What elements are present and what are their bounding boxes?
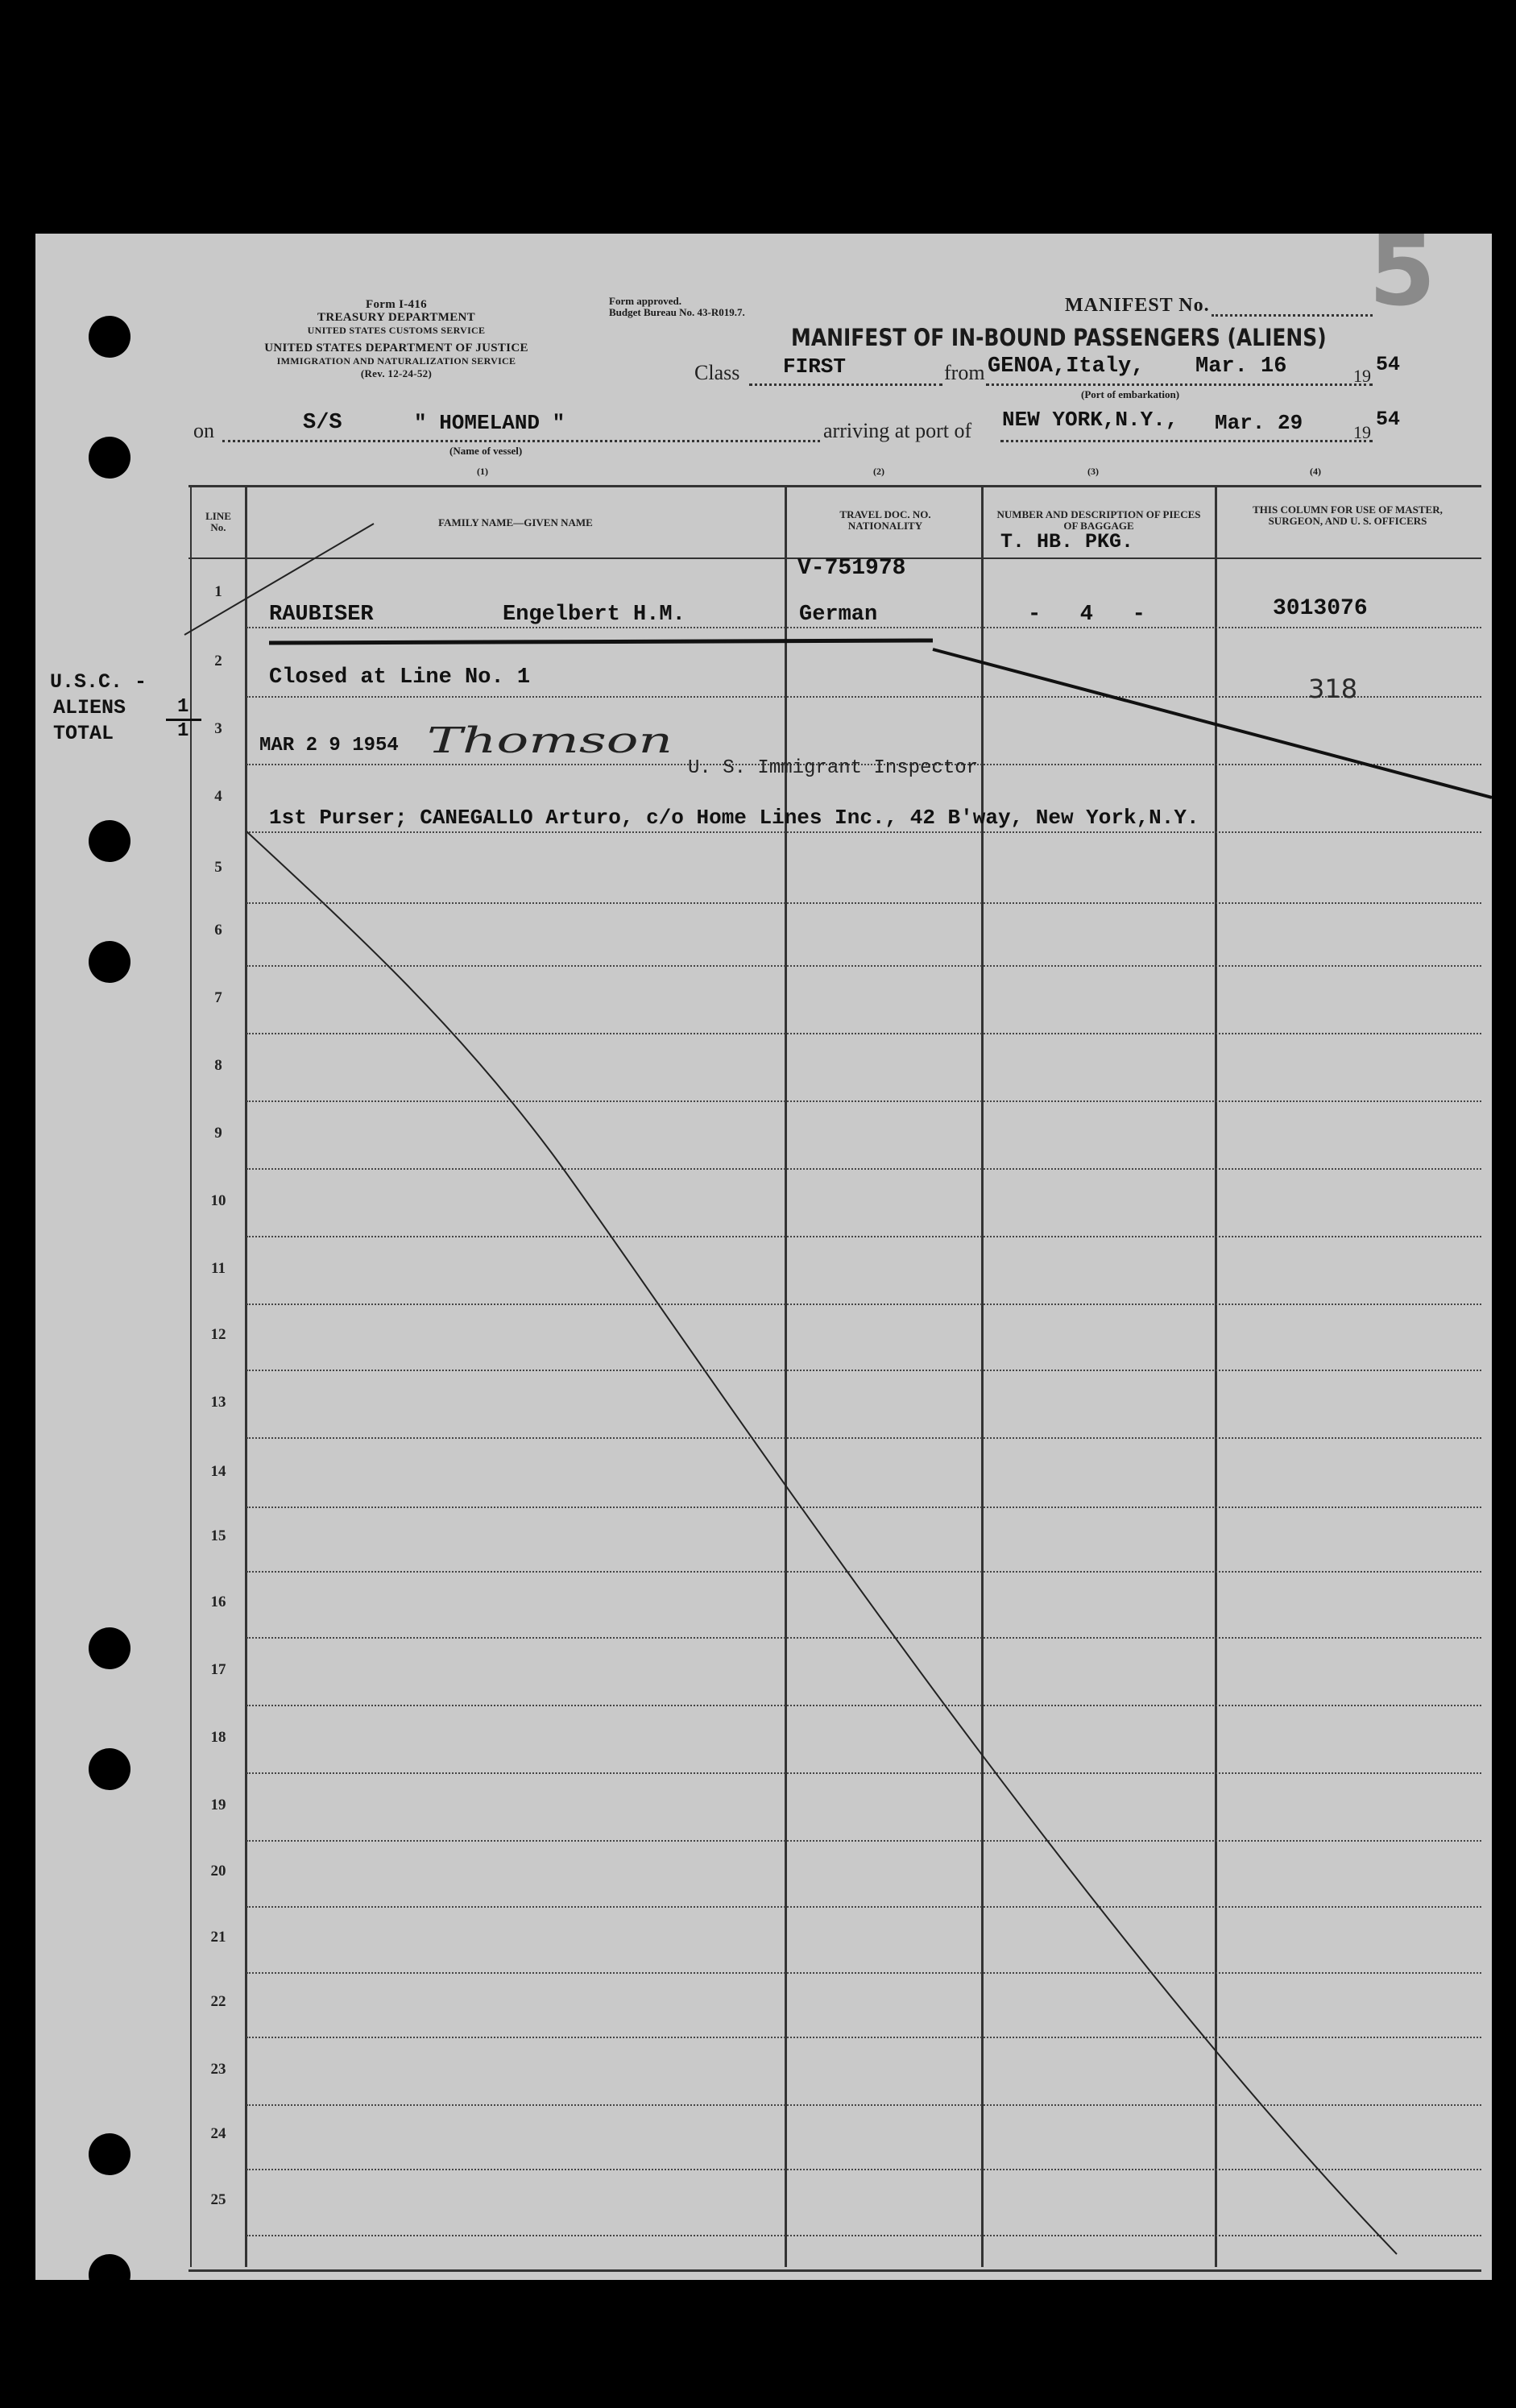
on-label: on bbox=[193, 419, 214, 442]
revision-label: (Rev. 12-24-52) bbox=[360, 367, 433, 379]
col-number-3: (3) bbox=[1087, 466, 1099, 477]
arriving-label: arriving at port of bbox=[823, 419, 972, 442]
line-number: 17 bbox=[210, 1661, 226, 1678]
line-number: 23 bbox=[210, 2061, 226, 2078]
line-number: 24 bbox=[210, 2125, 226, 2142]
form-number: Form I-416 bbox=[366, 298, 427, 311]
budget-bureau: Budget Bureau No. 43-R019.7. bbox=[609, 306, 745, 318]
purser-note: 1st Purser; CANEGALLO Arturo, c/o Home Lines Inc., 42 B'way, New York,N.Y. bbox=[269, 806, 1199, 830]
aliens-label: ALIENS bbox=[53, 696, 126, 719]
line-number: 25 bbox=[210, 2191, 226, 2208]
col-number-2: (2) bbox=[873, 466, 884, 477]
passenger-given-name: Engelbert H.M. bbox=[503, 603, 686, 627]
embark-year: 54 bbox=[1376, 353, 1401, 376]
line-number: 2 bbox=[214, 653, 222, 669]
line-number: 13 bbox=[210, 1394, 226, 1411]
line-number: 8 bbox=[214, 1057, 222, 1074]
line-number: 7 bbox=[214, 989, 222, 1006]
nationality: German bbox=[799, 603, 878, 627]
arrival-year: 54 bbox=[1376, 408, 1401, 431]
line-number: 14 bbox=[210, 1463, 226, 1480]
arrival-port: NEW YORK,N.Y., bbox=[1002, 408, 1178, 432]
from-label: from bbox=[944, 361, 985, 384]
header-officers: THIS COLUMN FOR USE OF MASTER, SURGEON, AND U. S. OFFICERS bbox=[1253, 504, 1443, 527]
line-number: 18 bbox=[210, 1729, 226, 1746]
line-number: 11 bbox=[211, 1260, 226, 1277]
line-number: 19 bbox=[210, 1797, 226, 1813]
embark-date: Mar. 16 bbox=[1195, 354, 1287, 379]
year-prefix-2: 19 bbox=[1353, 422, 1371, 442]
arrival-date: Mar. 29 bbox=[1215, 411, 1303, 435]
line-number: 6 bbox=[214, 922, 222, 939]
line-number: 20 bbox=[210, 1863, 226, 1880]
line-number: 21 bbox=[210, 1929, 226, 1946]
inspector-signature: Thomson bbox=[427, 720, 673, 761]
port-caption: (Port of embarkation) bbox=[1081, 388, 1180, 400]
line-number: 12 bbox=[210, 1326, 226, 1343]
page-number: 5 bbox=[1369, 234, 1436, 328]
manifest-no-label: MANIFEST No. bbox=[1065, 295, 1210, 316]
class-value: FIRST bbox=[783, 354, 847, 379]
aliens-count: 1 bbox=[177, 696, 189, 718]
stamp-number: 318 bbox=[1308, 673, 1358, 704]
vessel-caption: (Name of vessel) bbox=[449, 445, 523, 457]
form-title: MANIFEST OF IN-BOUND PASSENGERS (ALIENS) bbox=[791, 324, 1327, 351]
embark-port: GENOA,Italy, bbox=[988, 354, 1145, 379]
col-number-1: (1) bbox=[477, 466, 488, 477]
manifest-page bbox=[35, 234, 1492, 2280]
total-label: TOTAL bbox=[53, 722, 114, 745]
customs-label: UNITED STATES CUSTOMS SERVICE bbox=[307, 325, 486, 336]
line-number: 5 bbox=[214, 859, 222, 876]
entry-underline bbox=[269, 640, 933, 643]
header-baggage: NUMBER AND DESCRIPTION OF PIECES OF BAGGAGE bbox=[996, 508, 1201, 532]
form-approved: Form approved. bbox=[609, 295, 682, 307]
line-number: 15 bbox=[210, 1527, 226, 1544]
header-name: FAMILY NAME—GIVEN NAME bbox=[438, 516, 593, 528]
baggage-codes: T. HB. PKG. bbox=[1000, 530, 1134, 553]
line-number: 22 bbox=[210, 1993, 226, 2010]
vessel-prefix: S/S bbox=[303, 411, 342, 435]
col-number-4: (4) bbox=[1310, 466, 1321, 477]
inspection-date-stamp: MAR 2 9 1954 bbox=[259, 735, 399, 756]
justice-label: UNITED STATES DEPARTMENT OF JUSTICE bbox=[264, 342, 528, 354]
cancellation-lines bbox=[35, 234, 1492, 2280]
line-number: 3 bbox=[214, 720, 222, 737]
header-doc: TRAVEL DOC. NO. NATIONALITY bbox=[839, 508, 931, 532]
closed-note: Closed at Line No. 1 bbox=[269, 665, 531, 690]
doc-number: V-751978 bbox=[797, 556, 906, 581]
total-count: 1 bbox=[177, 720, 189, 742]
line-number: 4 bbox=[214, 788, 222, 805]
vessel-name: " HOMELAND " bbox=[414, 411, 565, 435]
inspector-title: U. S. Immigrant Inspector bbox=[688, 757, 979, 779]
baggage-count: - 4 - bbox=[1028, 603, 1145, 627]
passenger-surname: RAUBISER bbox=[269, 603, 374, 627]
officer-number: 3013076 bbox=[1273, 596, 1368, 621]
year-prefix: 19 bbox=[1353, 366, 1371, 386]
line-number: 16 bbox=[210, 1594, 226, 1610]
ins-label: IMMIGRATION AND NATURALIZATION SERVICE bbox=[276, 355, 516, 367]
line-number: 1 bbox=[214, 583, 222, 600]
treasury-label: TREASURY DEPARTMENT bbox=[317, 311, 475, 324]
line-number: 9 bbox=[214, 1125, 222, 1142]
pen-stroke bbox=[184, 524, 374, 635]
cancel-stroke-top bbox=[933, 649, 1492, 798]
header-line-no: LINE No. bbox=[205, 510, 231, 533]
line-number: 10 bbox=[210, 1192, 226, 1209]
class-label: Class bbox=[694, 361, 740, 384]
usc-label: U.S.C. - bbox=[50, 670, 147, 694]
cancel-stroke-diagonal bbox=[246, 831, 1397, 2254]
